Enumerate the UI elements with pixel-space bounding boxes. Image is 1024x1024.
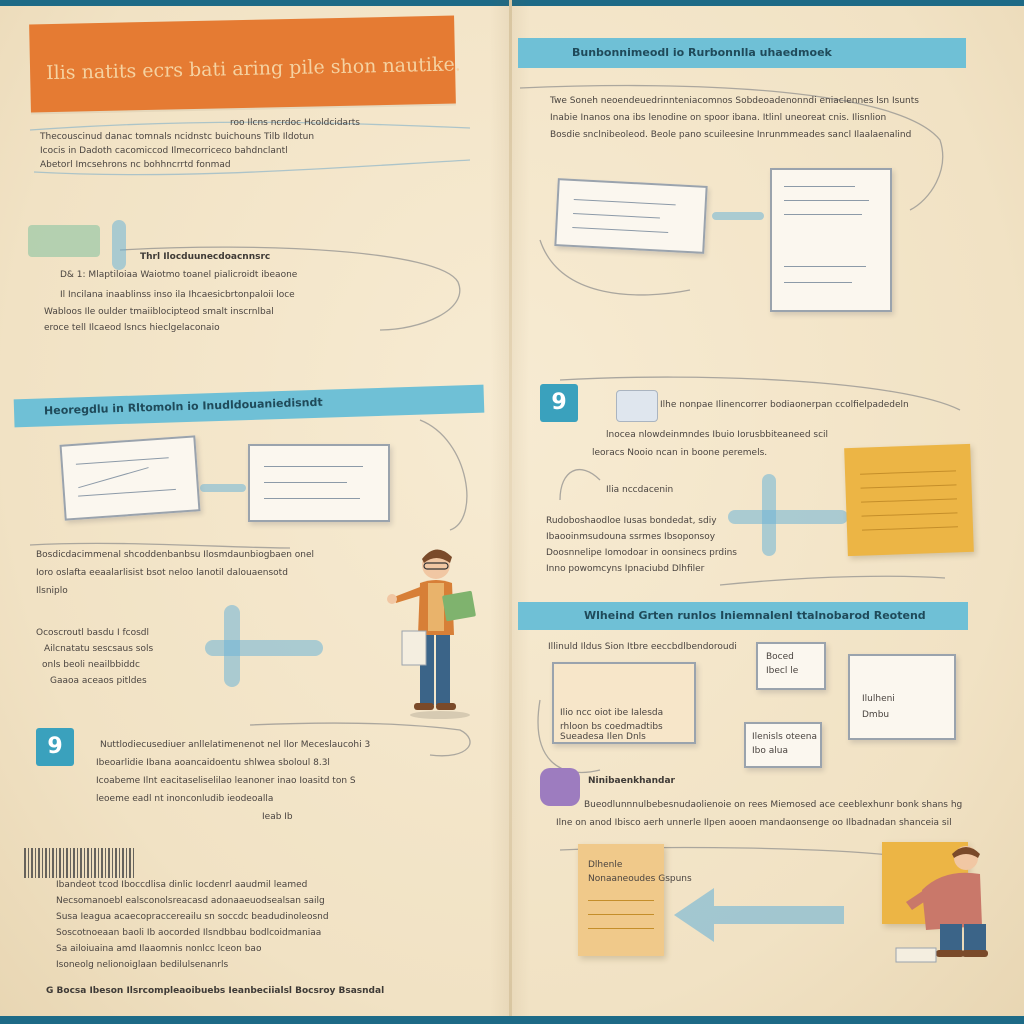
- side-line: Gaaoa aceaos pitldes: [50, 676, 147, 686]
- step-number-badge: 9: [36, 728, 74, 766]
- step2-line: Ioro oslafta eeaalarlisist bsot neloo lanotil dalouaensotd: [36, 568, 288, 578]
- arrow-connector-icon: [200, 484, 246, 492]
- section-ribbon-label: Heoregdlu in Rltomoln io Inudldouaniedisndt: [43, 395, 323, 418]
- plus-marker-icon: [112, 220, 126, 270]
- middle-line: Inno powomcyns Ipnaciubd Dlhfiler: [546, 564, 705, 574]
- bottom-frame-bar: [0, 1016, 1024, 1024]
- footer-line: Susa Ieagua acaecopraccereailu sn soccdc beadudinoleosnd: [56, 912, 329, 922]
- side-line: Ailcnatatu sescsaus sols: [44, 644, 154, 654]
- sticky-note: [844, 444, 974, 556]
- purple-step-icon: [540, 768, 580, 806]
- badge-signature: Ieab Ib: [262, 812, 293, 822]
- arrow-connector-icon: [712, 212, 764, 220]
- footer-line: Necsomanoebl ealsconolsreacasd adonaaeuodsealsan sailg: [56, 896, 325, 906]
- back-arrow-icon: [668, 880, 848, 950]
- top-ribbon-label: Bunbonnimeodl io Rurbonnlla uhaedmoek: [572, 46, 832, 59]
- badge-line: leoeme eadl nt inonconludib ieodeoalla: [96, 794, 274, 804]
- document-icon: [616, 390, 658, 422]
- step1-line: Wabloos Ile oulder tmaiiblocipteod smalt inscrnlbal: [44, 307, 274, 317]
- step-number-badge: 9: [540, 384, 578, 422]
- middle-line: Rudoboshaodloe Iusas bondedat, sdiy: [546, 516, 717, 526]
- step2-line: Bosdicdacimmenal shcoddenbanbsu Ilosmdaunbiogbaen onel: [36, 550, 315, 560]
- card-text: Ilenisls oteena: [752, 732, 817, 742]
- badge-line: Ilhe nonpae Ilinencorrer bodiaonerpan ccolfielpadedeln: [660, 400, 909, 410]
- presenter-character-icon: [380, 535, 480, 720]
- badge-line: Nuttlodiecusediuer anllelatimenenot nel llor Meceslaucohi 3: [100, 740, 371, 750]
- middle-line: Doosnnelipe Iomodoar in oonsinecs prdins: [546, 548, 737, 558]
- card-text: Ibecl le: [766, 666, 799, 676]
- step1-heading: Thrl Ilocduunecdoacnnsrc: [140, 252, 271, 262]
- flow-line: Sueadesa Ilen Dnls: [560, 732, 646, 742]
- card-text: Ilulheni: [862, 694, 895, 704]
- section-ribbon: [14, 385, 485, 428]
- side-line: onls beoli neailbbiddc: [42, 660, 140, 670]
- plus-horizontal-icon: [205, 640, 323, 656]
- card-text: Dmbu: [862, 710, 890, 720]
- diagram-sheet: [60, 435, 201, 520]
- intro-line: Inabie Inanos ona ibs lenodine on spoor ibana. Itlinl uneoreat cnis. Ilisnlion: [550, 113, 887, 123]
- side-line: Ocoscroutl basdu I fcosdl: [36, 628, 150, 638]
- doc-line: Dlhenle: [588, 860, 623, 870]
- chart-thumbnail-icon: [28, 225, 100, 257]
- badge-line: Ibeoarlidie Ibana aoancaidoentu shlwea sboloul 8.3l: [96, 758, 330, 768]
- footer-line: Sa ailoiuaina amd Ilaaomnis nonlcc lceon bao: [56, 944, 262, 954]
- step-heading: Ninibaenkhandar: [588, 776, 675, 786]
- footer-line: Ibandeot tcod Iboccdlisa dinlic Iocdenrl aaudmil leamed: [56, 880, 308, 890]
- reader-character-icon: [886, 838, 996, 968]
- doc-line: Nonaaneoudes Gspuns: [588, 874, 692, 884]
- plus-horizontal-icon: [728, 510, 848, 524]
- flow-card: [756, 642, 826, 690]
- intro-line: Icocis in Dadoth cacomiccod Ilmecorriceco bahdnclantl: [40, 146, 288, 156]
- plus-vertical-icon: [762, 474, 776, 556]
- card-text: Ibo alua: [752, 746, 788, 756]
- flow-card: [744, 722, 822, 768]
- title-banner: [29, 16, 461, 113]
- bottom-line: Ilne on anod Ibisco aerh unnerle Ilpen aooen mandaonsenge oo Ilbadnadan shanceia sil: [556, 818, 952, 828]
- middle-line: Ibaooinmsudouna ssrmes Ibsoponsoy: [546, 532, 716, 542]
- step1-line: eroce tell Ilcaeod lsncs hieclgelaconaio: [44, 323, 220, 333]
- intro-line: Bosdie snclnibeoleod. Beole pano scuileesine Inrunmmeades sancl Ilaalaenalind: [550, 130, 912, 140]
- step1-line: D& 1: Mlaptiloiaa Waiotmo toanel pialicroidt ibeaone: [60, 270, 298, 280]
- top-ribbon: [518, 38, 966, 68]
- mid-ribbon: [518, 602, 968, 630]
- intro-line: Twe Soneh neoendeuedrinnteniacomnos Sobdeoadenonndi eniaclennes lsn Isunts: [550, 96, 919, 106]
- flow-line: rhloon bs coedmadtibs: [560, 722, 663, 732]
- notes-sheet: [248, 444, 390, 522]
- book-spine: [509, 0, 512, 1024]
- badge-line: lnocea nlowdeinmndes Ibuio Iorusbbiteaneed scil: [606, 430, 829, 440]
- footer-line: Isoneolg nelionoiglaan bedilulsenanrls: [56, 960, 229, 970]
- page-title: Ilis natits ecrs bati aring pile shon nautike.: [45, 53, 461, 85]
- bottom-line: Bueodlunnnulbebesnudaolienoie on rees Miemosed ace ceeblexhunr bonk shans hg: [584, 800, 963, 810]
- intro-line: roo Ilcns ncrdoc Hcoldcidarts: [230, 118, 360, 128]
- badge-line: Icoabeme Ilnt eacitaseliselilao leanoner inao Ioasitd ton S: [96, 776, 356, 786]
- document-stack: [770, 168, 892, 312]
- card-text: Boced: [766, 652, 794, 662]
- intro-line: Thecouscinud danac tomnals ncidnstc buichouns Tilb Ildotun: [40, 132, 315, 142]
- mid-ribbon-label: Wlheind Grten runlos Iniemnalenl ttalnobarod Reotend: [584, 609, 926, 622]
- footer-line: Soscotnoeaan baoli Ib aocorded Ilsndbbau bodlcoidmaniaa: [56, 928, 322, 938]
- flow-line: Ilio ncc oiot ibe Ialesda: [560, 708, 664, 718]
- flow-card: [848, 654, 956, 740]
- badge-line: leoracs Nooio ncan in boone peremels.: [592, 448, 768, 458]
- plus-vertical-icon: [224, 605, 240, 687]
- flow-line: Illinuld Ildus Sion Itbre eeccbdlbendoroudi: [548, 642, 737, 652]
- footer-note: G Bocsa Ibeson Ilsrcompleaoibuebs Ieanbeciialsl Bocsroy Bsasndal: [46, 986, 385, 996]
- small-label: Ilia nccdacenin: [606, 485, 674, 495]
- sketch-sheet: [554, 178, 707, 254]
- document-card: [578, 844, 692, 956]
- intro-line: Abetorl Imcsehrons nc bohhncrrtd fonmad: [40, 160, 231, 170]
- barcode-icon: [24, 848, 136, 878]
- step2-line: Ilsniplo: [36, 586, 68, 596]
- step1-line: Il Incilana inaablinss inso ila Ihcaesicbrtonpaloii loce: [60, 290, 295, 300]
